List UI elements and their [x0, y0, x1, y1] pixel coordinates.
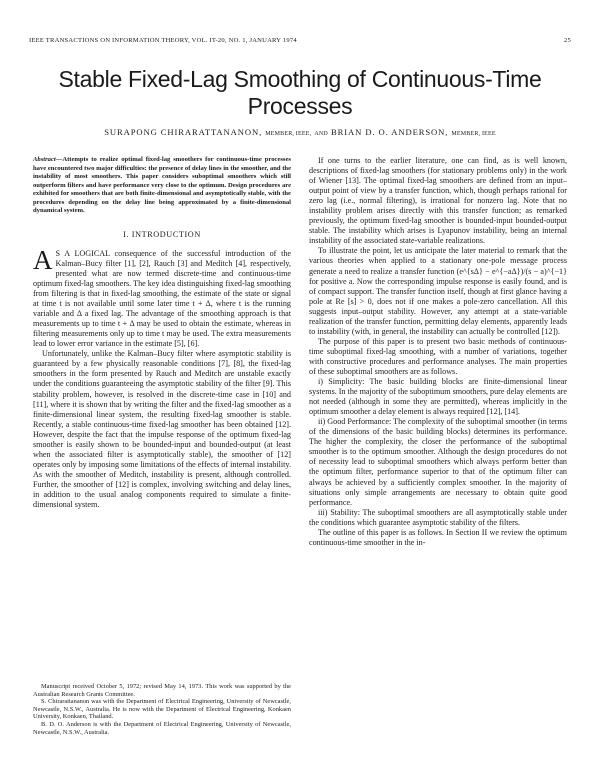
drop-cap: A — [33, 244, 53, 275]
intro-paragraph-1 — [33, 244, 291, 349]
running-header — [29, 37, 571, 44]
property-performance: ii) Good Performance: The complexity of the suboptimal smoother (in terms of the dimensions of the basic building blocks) determines its performance. The higher the complexity, the closer the performance of the suboptimal smoother is to the optimum smoother. Although the design procedures do not of necessity lead to suboptimal smoothers which always perform better than the optimum filter, performance superior to that of the optimum filter can always be achieved by a sufficiently complex smoother. In the majority of situations only simple arrangements are necessary to obtain quite good performance. — [309, 417, 567, 507]
footnote-author-1: S. Chirarattananon was with the Department of Electrical Engineering, University of Newcastle, Newcastle, N.S.W., Australia. He is now with the Department of Electrical Engineering, Konkaen University, Konkaen, Thailand. — [33, 698, 291, 721]
intro-paragraph-1-text: S A LOGICAL consequence of the successful introduction of the Kalman–Bucy filter [1], [2], Rauch [3] and Meditch [4], respectively, presented what are now termed discrete-time and continuous-time optimum fixed-lag smoothers. The key idea distinguishing fixed-lag smoothing from filtering is that in fixed-lag smoothing, the estimate of the state or signal at time t is not available until some later time t + Δ, where t is the running variable and Δ a fixed lag. The advantage of the smoothing approach is that measurements up to time t + Δ may be used to obtain the estimate, whereas in filtering measurements only up to time t may be used. The extra measurements lead to lower error variance in the estimate [5], [6]. — [33, 248, 291, 349]
abstract-label: Abstract— — [33, 156, 63, 163]
author-1-membership: MEMBER, IEEE, — [265, 131, 312, 137]
property-stability: iii) Stability: The suboptimal smoothers are all asymptotically stable under the conditions which guarantee asymptotic stability of the filters. — [309, 507, 567, 527]
paper-title: Stable Fixed-Lag Smoothing of Continuous-Time Processes — [58, 66, 542, 119]
author-conjunction: AND — [314, 131, 328, 137]
outline-paragraph: The outline of this paper is as follows. In Section II we review the optimum continuous-time smoother in the in- — [309, 527, 567, 547]
right-paragraph-2: To illustrate the point, let us anticipate the later material to remark that the various theories when applied to a stationary one-pole message process generate a need to realize a transfer function (e^{sΔ} − e^{−aΔ})/(s − a)^{−1} for positive a. Now the corresponding impulse response is easily found, and is of compact support. The transfer function itself, though at first glance having a pole at Re [s] > 0, does not if one makes a pole-zero cancellation. All this suggests input–output stability. However, any attempt at a state-variable realization of the transfer function, permitting delay elements, apparently leads to instability (with, in general, the instability can actually be controlled [12]). — [309, 246, 567, 336]
intro-paragraph-2: Unfortunately, unlike the Kalman–Bucy filter where asymptotic stability is guaranteed by a few physically reasonable conditions [7], [8], the fixed-lag smoothers in the form presented by Rauch and Meditch are unstable exactly under the conditions guaranteeing the asymptotic stability of the filter [9]. This stability problem, however, is resolved in the discrete-time case in [10] and [11], where it is shown that by writing the filter and the fixed-lag smoother as a finite-dimensional linear system, the resulting fixed-lag smoother is stable. Recently, a stable continuous-time fixed-lag smoother has been obtained [12]. However, despite the fact that the impulse response of the optimum fixed-lag smoother is easily shown to be bounded-input and bounded-output (at least when the associated filter is asymptotically stable), the smoother of [12] operates only by imposing some limitations of the effects of internal instability. As with the smoother of Meditch, instability is present, although controlled. Further, the smoother of [12] is complex, involving switching and delay lines, in addition to the usual analog components required to simulate a finite-dimensional system. — [33, 349, 291, 510]
right-paragraph-3: The purpose of this paper is to present two basic methods of continuous-time suboptimal fixed-lag smoothing, with a number of variations, together with constructive procedures and performance analyses. The main properties of these suboptimal smoothers are as follows. — [309, 336, 567, 376]
abstract — [33, 156, 291, 216]
journal-line: IEEE TRANSACTIONS ON INFORMATION THEORY, VOL. IT-20, NO. 1, JANUARY 1974 — [29, 37, 297, 44]
right-column — [309, 156, 567, 548]
property-simplicity: i) Simplicity: The basic building blocks are finite-dimensional linear systems. In the majority of the suboptimum smoothers, pure delay elements are not needed (although in some they are permitted), whereas implicitly in the optimum smoother a delay element is always required [12], [14]. — [309, 377, 567, 417]
author-line — [20, 127, 580, 137]
footnote — [33, 683, 291, 736]
abstract-text: Attempts to realize optimal fixed-lag smoothers for continuous-time processes have encountered two major difficulties: the presence of delay lines in the smoother, and the instability of most smoothers. This paper considers suboptimal smoothers which still outperform filters and have performance very close to the optimum. Design procedures are exhibited for smoothers that are both finite-dimensional and asymptotically stable, with the procedures depending on the delay line being approximated by a finite-dimensional dynamical system. — [33, 156, 291, 215]
footnote-manuscript: Manuscript received October 5, 1972; revised May 14, 1973. This work was supported by the Australian Research Grants Committee. — [33, 683, 291, 698]
section-heading: I. INTRODUCTION — [123, 229, 201, 239]
author-2-membership: MEMBER, IEEE — [451, 131, 496, 137]
author-1: SURAPONG CHIRARATTANANON, — [104, 127, 263, 137]
page-number: 25 — [564, 37, 571, 44]
author-2: BRIAN D. O. ANDERSON, — [331, 127, 449, 137]
footnote-author-2: B. D. O. Anderson is with the Department of Electrical Engineering, University of Newcastle, Newcastle, N.S.W., Australia. — [33, 720, 291, 736]
right-paragraph-1: If one turns to the earlier literature, one can find, as is well known, descriptions of fixed-lag smoothers (for stationary problems only) in the work of Wiener [13]. The optimal fixed-lag smoothers are defined from an input–output point of view by a transfer function, which, though perhaps rational for zero lag (i.e., normal filtering), is irrational for nonzero lag. Note that no instability problem arises directly with this transfer function; as remarked previously, the optimum fixed-lag smoother is bounded-input bounded-output stable. The instability which arises is Lyapunov instability, being an internal instability of the associated state-variable realizations. — [309, 156, 567, 246]
left-column — [33, 156, 291, 510]
